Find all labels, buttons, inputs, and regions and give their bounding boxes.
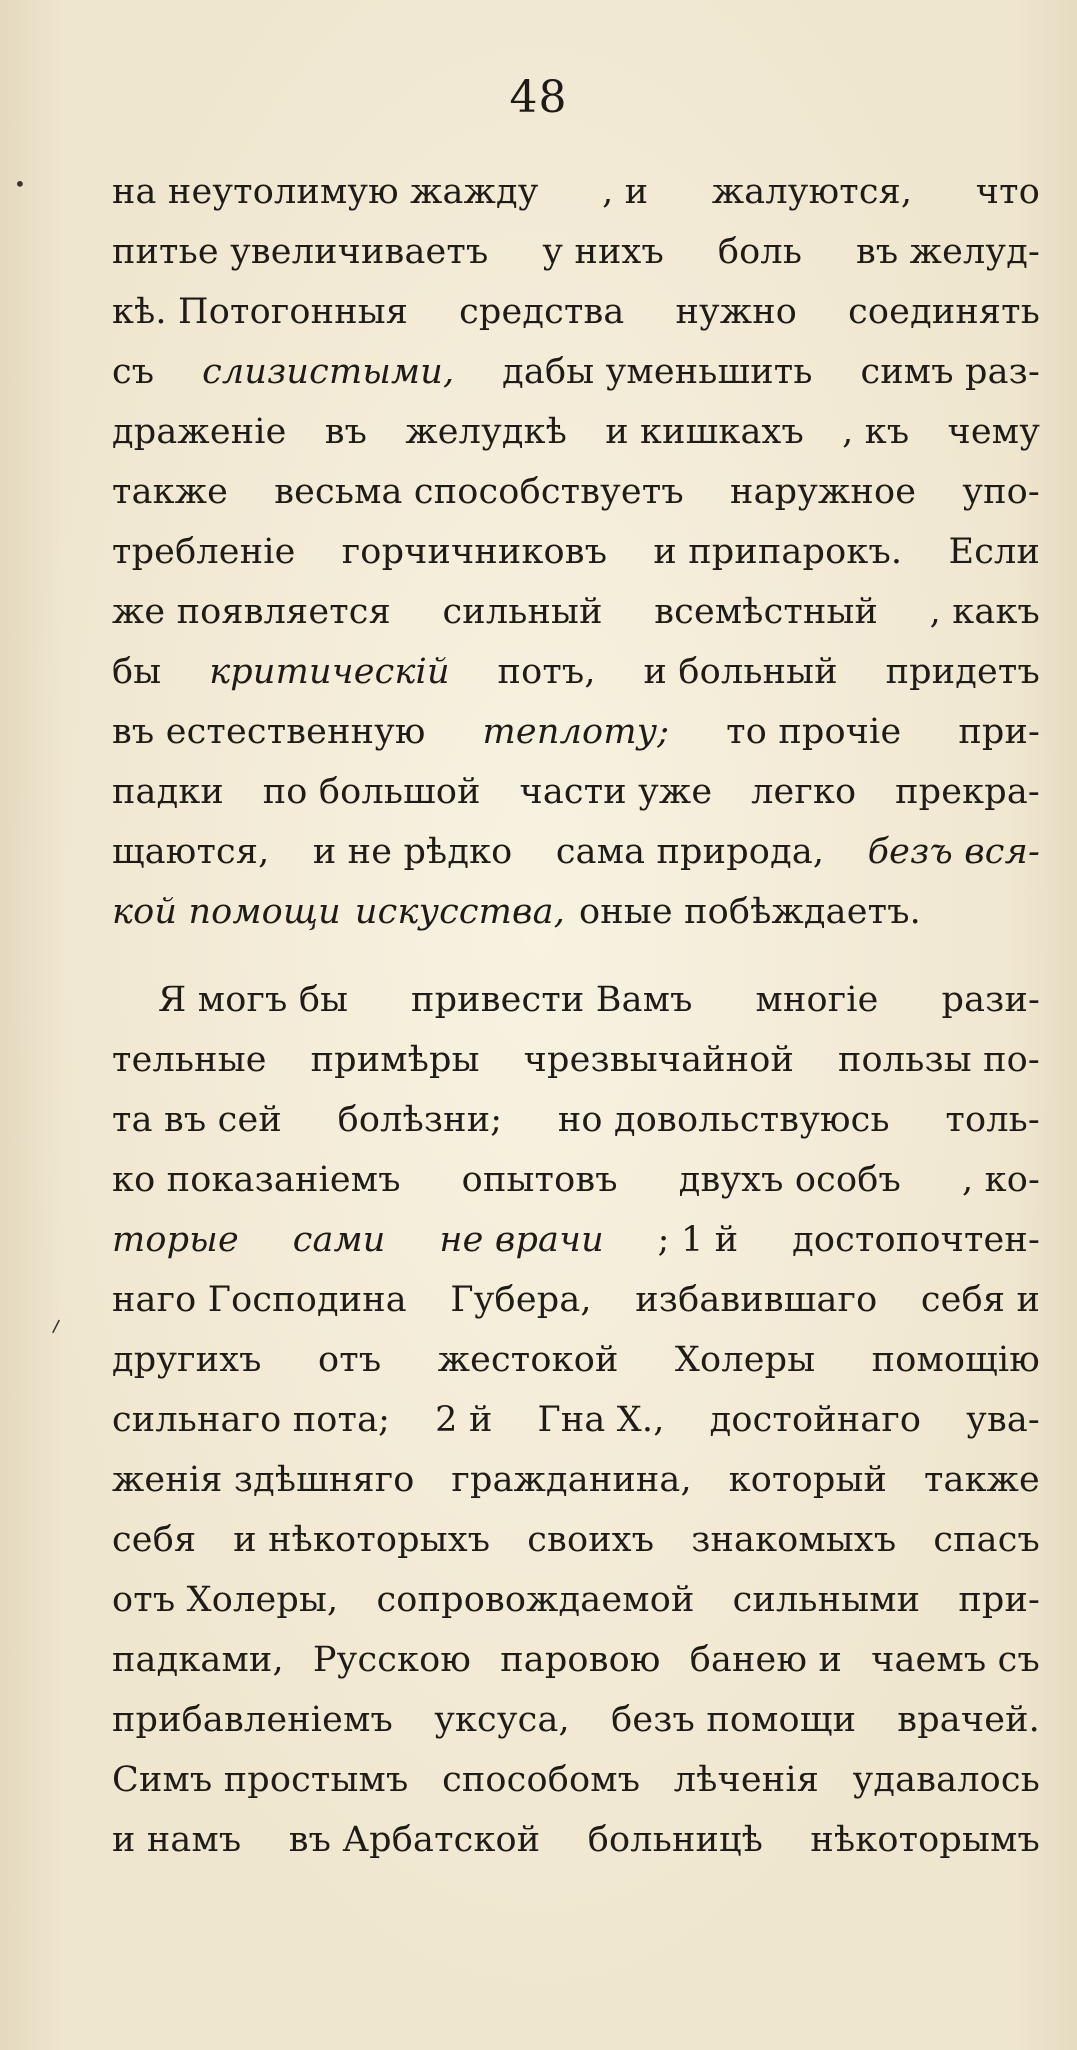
word-group: и кишкахъ [605, 412, 804, 452]
word-group: желудкѣ [405, 412, 567, 452]
word-group: на неутолимую жажду [112, 172, 539, 212]
text-line [112, 1450, 1040, 1510]
word-group: питье увеличиваетъ [112, 232, 489, 272]
word-group: безъ вся- [867, 832, 1040, 872]
word-group: не врачи [439, 1220, 604, 1260]
word-group: рази- [941, 980, 1040, 1020]
word-group: симъ раз- [860, 352, 1040, 392]
text-line [112, 582, 1040, 642]
word-group: сопровождаемой [376, 1580, 695, 1620]
word-group: нужно [675, 292, 798, 332]
word-group: сильнаго пота; [112, 1400, 391, 1440]
word-group: придетъ [885, 652, 1040, 692]
word-group: достойнаго [709, 1400, 922, 1440]
word-group: себя [112, 1520, 197, 1560]
word-group: также [923, 1460, 1040, 1500]
word-group: оные побѣждаетъ. [579, 892, 921, 932]
text-line [112, 222, 1040, 282]
word-group: банею и [689, 1640, 842, 1680]
word-group: части уже [519, 772, 713, 812]
word-group: соединять [848, 292, 1040, 332]
text-line [112, 970, 1040, 1030]
word-group: себя и [920, 1280, 1040, 1320]
text-line [112, 1390, 1040, 1450]
word-group: критическій [209, 652, 450, 692]
word-group: толь- [945, 1100, 1040, 1140]
word-group: удавалось [852, 1760, 1040, 1800]
text-line [112, 642, 1040, 702]
word-group: въ Арбатской [288, 1820, 541, 1860]
word-group: сама природа, [555, 832, 825, 872]
word-group: въ [324, 412, 368, 452]
word-group: и не рѣдко [312, 832, 513, 872]
word-group: помощію [871, 1340, 1040, 1380]
word-group: многіе [755, 980, 879, 1020]
word-group: и больный [643, 652, 838, 692]
text-line [112, 162, 1040, 222]
word-group: теплоту; [482, 712, 670, 752]
paragraph-2 [112, 970, 1040, 1870]
word-group: чему [947, 412, 1040, 452]
text-line [112, 1090, 1040, 1150]
word-group: способомъ [442, 1760, 641, 1800]
word-group: привести Вамъ [411, 980, 693, 1020]
word-group: прекра- [895, 772, 1040, 812]
word-group: 2 й [435, 1400, 493, 1440]
text-line [112, 402, 1040, 462]
word-group: гражданина, [451, 1460, 692, 1500]
word-group: сильный [442, 592, 603, 632]
word-group: , и [602, 172, 649, 212]
word-group: при- [958, 1580, 1040, 1620]
word-group: то прочіе [726, 712, 902, 752]
word-group: при- [958, 712, 1040, 752]
word-group: другихъ [112, 1340, 262, 1380]
text-line [112, 1510, 1040, 1570]
text-line [112, 522, 1040, 582]
word-group: слизистыми, [202, 352, 455, 392]
word-group: отъ [318, 1340, 382, 1380]
word-group: спасъ [933, 1520, 1040, 1560]
word-group: двухъ особъ [678, 1160, 901, 1200]
word-group: паровою [500, 1640, 661, 1680]
word-group: по большой [262, 772, 481, 812]
text-line [112, 1330, 1040, 1390]
word-group: Симъ простымъ [112, 1760, 409, 1800]
word-group: та въ сей [112, 1100, 282, 1140]
text-line [112, 1210, 1040, 1270]
word-group: также [112, 472, 229, 512]
margin-dot-mark: • [14, 172, 26, 196]
word-group: своихъ [527, 1520, 655, 1560]
word-group: , къ [842, 412, 910, 452]
word-group: Холеры [674, 1340, 816, 1380]
word-group: Русскою [312, 1640, 472, 1680]
margin-tick-mark: ⸝ [41, 1301, 67, 1340]
word-group: и припарокъ. [653, 532, 903, 572]
word-group: достопочтен- [792, 1220, 1040, 1260]
text-line [112, 1570, 1040, 1630]
word-group: что [975, 172, 1040, 212]
word-group: ко показаніемъ [112, 1160, 401, 1200]
word-group: больницѣ [587, 1820, 764, 1860]
word-group: драженіе [112, 412, 287, 452]
word-group: опытовъ [461, 1160, 618, 1200]
word-group: и нѣкоторыхъ [233, 1520, 491, 1560]
text-line [112, 762, 1040, 822]
word-group: легко [751, 772, 857, 812]
word-group: сильными [732, 1580, 921, 1620]
text-line [112, 462, 1040, 522]
word-group: въ желуд- [855, 232, 1040, 272]
word-group: дабы уменьшить [502, 352, 813, 392]
word-group: чаемъ съ [871, 1640, 1040, 1680]
text-line [112, 882, 1040, 942]
word-group: искусства, [354, 892, 566, 932]
text-line [112, 1150, 1040, 1210]
word-group: знакомыхъ [691, 1520, 897, 1560]
word-group: болѣзни; [337, 1100, 503, 1140]
word-group: и намъ [112, 1820, 242, 1860]
word-group: жалуются, [711, 172, 913, 212]
word-group: требленіе [112, 532, 296, 572]
word-group: ; 1 й [657, 1220, 739, 1260]
word-group: уксуса, [434, 1700, 570, 1740]
word-group: , ко- [961, 1160, 1040, 1200]
word-group: наружное [730, 472, 917, 512]
word-group: Гна Х., [537, 1400, 665, 1440]
word-group: пользы по- [837, 1040, 1040, 1080]
word-group: сами [292, 1220, 386, 1260]
word-group: средства [459, 292, 625, 332]
paragraph-1 [112, 162, 1040, 942]
word-group: наго Господина [112, 1280, 407, 1320]
word-group: лѣченія [673, 1760, 819, 1800]
word-group: который [728, 1460, 888, 1500]
word-group: всемѣстный [654, 592, 879, 632]
text-line [112, 1270, 1040, 1330]
word-group: , какъ [929, 592, 1040, 632]
text-line [112, 1030, 1040, 1090]
text-line [112, 342, 1040, 402]
word-group: Губера, [450, 1280, 592, 1320]
word-group: врачей. [897, 1700, 1040, 1740]
word-group: торые [112, 1220, 239, 1260]
word-group: нѣкоторымъ [810, 1820, 1040, 1860]
word-group: бы [112, 652, 162, 692]
word-group: Я могъ бы [158, 980, 349, 1020]
text-line [112, 702, 1040, 762]
word-group: женія здѣшняго [112, 1460, 415, 1500]
text-line [112, 1630, 1040, 1690]
word-group: прибавленіемъ [112, 1700, 393, 1740]
word-group: ува- [966, 1400, 1040, 1440]
word-group: весьма способствуетъ [274, 472, 684, 512]
word-group: жестокой [437, 1340, 619, 1380]
word-group: же появляется [112, 592, 391, 632]
word-group: Если [948, 532, 1040, 572]
word-group: примѣры [310, 1040, 480, 1080]
text-line [112, 282, 1040, 342]
word-group: горчичниковъ [341, 532, 608, 572]
word-group: у нихъ [542, 232, 664, 272]
word-group: упо- [962, 472, 1040, 512]
page-number: 48 [509, 72, 568, 123]
word-group: избавившаго [635, 1280, 878, 1320]
word-group: чрезвычайной [523, 1040, 795, 1080]
word-group: падки [112, 772, 224, 812]
text-line [112, 1810, 1040, 1870]
word-group: потъ, [497, 652, 596, 692]
text-line [112, 1690, 1040, 1750]
word-group: отъ Холеры, [112, 1580, 339, 1620]
word-group: кой помощи [112, 892, 341, 932]
word-group: кѣ. Потогонныя [112, 292, 409, 332]
word-group: съ [112, 352, 155, 392]
word-group: щаются, [112, 832, 270, 872]
word-group: безъ помощи [611, 1700, 857, 1740]
text-line [112, 1750, 1040, 1810]
word-group: боль [717, 232, 803, 272]
word-group: но довольствуюсь [557, 1100, 890, 1140]
text-line [112, 822, 1040, 882]
word-group: падками, [112, 1640, 284, 1680]
word-group: тельные [112, 1040, 267, 1080]
word-group: въ естественную [112, 712, 426, 752]
